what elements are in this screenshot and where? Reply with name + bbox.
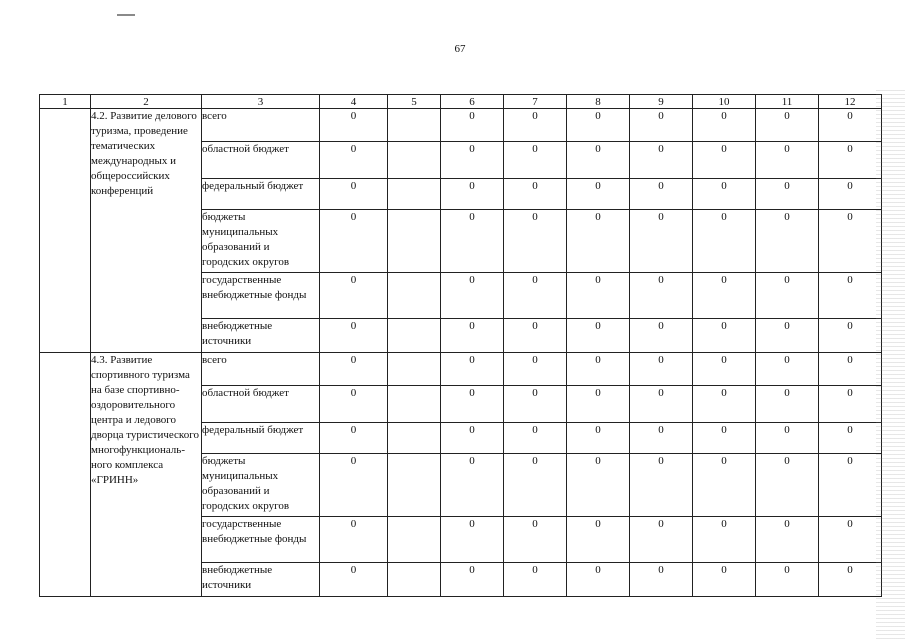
value-cell: 0 bbox=[441, 386, 504, 423]
value-cell: 0 bbox=[504, 423, 567, 454]
funding-source: федеральный бюджет bbox=[202, 179, 320, 210]
value-cell: 0 bbox=[567, 179, 630, 210]
value-cell: 0 bbox=[819, 142, 882, 179]
value-cell: 0 bbox=[567, 423, 630, 454]
value-cell: 0 bbox=[567, 563, 630, 597]
funding-source: бюджеты муниципальных образований и городских округов bbox=[202, 454, 320, 517]
value-cell: 0 bbox=[630, 386, 693, 423]
row-number-cell bbox=[40, 353, 91, 597]
column-header: 12 bbox=[819, 95, 882, 109]
value-cell: 0 bbox=[504, 517, 567, 563]
value-cell: 0 bbox=[567, 353, 630, 386]
value-cell: 0 bbox=[756, 454, 819, 517]
value-cell: 0 bbox=[693, 273, 756, 319]
funding-source: внебюджетные источники bbox=[202, 563, 320, 597]
value-cell: 0 bbox=[441, 142, 504, 179]
value-cell bbox=[388, 353, 441, 386]
value-cell: 0 bbox=[441, 179, 504, 210]
value-cell: 0 bbox=[567, 386, 630, 423]
value-cell: 0 bbox=[441, 423, 504, 454]
value-cell: 0 bbox=[819, 454, 882, 517]
value-cell bbox=[388, 454, 441, 517]
value-cell: 0 bbox=[819, 517, 882, 563]
funding-source: областной бюджет bbox=[202, 386, 320, 423]
value-cell: 0 bbox=[504, 109, 567, 142]
value-cell: 0 bbox=[320, 210, 388, 273]
value-cell: 0 bbox=[320, 353, 388, 386]
value-cell: 0 bbox=[630, 273, 693, 319]
value-cell: 0 bbox=[693, 454, 756, 517]
funding-source: всего bbox=[202, 109, 320, 142]
funding-source: внебюджетные источники bbox=[202, 319, 320, 353]
column-header: 6 bbox=[441, 95, 504, 109]
value-cell: 0 bbox=[504, 454, 567, 517]
value-cell: 0 bbox=[693, 563, 756, 597]
value-cell: 0 bbox=[504, 179, 567, 210]
value-cell: 0 bbox=[693, 423, 756, 454]
funding-source: бюджеты муниципальных образований и городских округов bbox=[202, 210, 320, 273]
value-cell: 0 bbox=[756, 319, 819, 353]
column-header: 10 bbox=[693, 95, 756, 109]
value-cell: 0 bbox=[441, 517, 504, 563]
value-cell: 0 bbox=[567, 517, 630, 563]
value-cell: 0 bbox=[819, 179, 882, 210]
scan-speck bbox=[117, 14, 135, 16]
budget-table bbox=[39, 94, 882, 597]
value-cell: 0 bbox=[756, 517, 819, 563]
value-cell: 0 bbox=[630, 109, 693, 142]
value-cell: 0 bbox=[320, 386, 388, 423]
funding-source: всего bbox=[202, 353, 320, 386]
value-cell: 0 bbox=[504, 353, 567, 386]
value-cell bbox=[388, 179, 441, 210]
value-cell: 0 bbox=[320, 109, 388, 142]
value-cell: 0 bbox=[441, 454, 504, 517]
value-cell: 0 bbox=[693, 353, 756, 386]
value-cell: 0 bbox=[504, 210, 567, 273]
column-header: 9 bbox=[630, 95, 693, 109]
value-cell bbox=[388, 109, 441, 142]
value-cell: 0 bbox=[441, 563, 504, 597]
value-cell: 0 bbox=[756, 179, 819, 210]
measure-name: 4.2. Развитие делового туризма, проведение тематических международных и общероссийских конференций bbox=[91, 109, 202, 353]
value-cell: 0 bbox=[441, 273, 504, 319]
header-row bbox=[40, 95, 882, 109]
value-cell bbox=[388, 563, 441, 597]
value-cell: 0 bbox=[819, 423, 882, 454]
table-row bbox=[40, 109, 882, 142]
value-cell bbox=[388, 423, 441, 454]
page-number: 67 bbox=[454, 43, 466, 55]
funding-source: государственные внебюджетные фонды bbox=[202, 517, 320, 563]
value-cell: 0 bbox=[819, 210, 882, 273]
value-cell: 0 bbox=[630, 179, 693, 210]
value-cell: 0 bbox=[756, 423, 819, 454]
value-cell: 0 bbox=[630, 142, 693, 179]
value-cell: 0 bbox=[504, 142, 567, 179]
value-cell bbox=[388, 142, 441, 179]
value-cell: 0 bbox=[819, 319, 882, 353]
column-header: 3 bbox=[202, 95, 320, 109]
column-header: 1 bbox=[40, 95, 91, 109]
value-cell bbox=[388, 517, 441, 563]
value-cell bbox=[388, 386, 441, 423]
column-header: 8 bbox=[567, 95, 630, 109]
value-cell: 0 bbox=[320, 142, 388, 179]
column-header: 4 bbox=[320, 95, 388, 109]
column-header: 11 bbox=[756, 95, 819, 109]
column-header: 5 bbox=[388, 95, 441, 109]
value-cell: 0 bbox=[320, 179, 388, 210]
value-cell: 0 bbox=[756, 386, 819, 423]
column-header: 2 bbox=[91, 95, 202, 109]
value-cell: 0 bbox=[504, 319, 567, 353]
value-cell: 0 bbox=[441, 353, 504, 386]
value-cell: 0 bbox=[567, 210, 630, 273]
value-cell: 0 bbox=[819, 273, 882, 319]
value-cell: 0 bbox=[630, 454, 693, 517]
value-cell: 0 bbox=[320, 423, 388, 454]
value-cell: 0 bbox=[567, 142, 630, 179]
value-cell: 0 bbox=[693, 142, 756, 179]
table-row bbox=[40, 353, 882, 386]
value-cell: 0 bbox=[441, 210, 504, 273]
column-header: 7 bbox=[504, 95, 567, 109]
funding-source: государственные внебюджетные фонды bbox=[202, 273, 320, 319]
value-cell: 0 bbox=[819, 353, 882, 386]
value-cell: 0 bbox=[567, 454, 630, 517]
value-cell: 0 bbox=[320, 454, 388, 517]
value-cell: 0 bbox=[567, 273, 630, 319]
value-cell: 0 bbox=[441, 109, 504, 142]
value-cell: 0 bbox=[756, 142, 819, 179]
value-cell: 0 bbox=[630, 563, 693, 597]
value-cell: 0 bbox=[756, 273, 819, 319]
value-cell: 0 bbox=[693, 210, 756, 273]
value-cell: 0 bbox=[630, 319, 693, 353]
value-cell: 0 bbox=[630, 210, 693, 273]
value-cell bbox=[388, 273, 441, 319]
value-cell: 0 bbox=[567, 109, 630, 142]
value-cell: 0 bbox=[567, 319, 630, 353]
scan-edge-noise bbox=[876, 90, 905, 640]
value-cell: 0 bbox=[756, 353, 819, 386]
value-cell: 0 bbox=[504, 563, 567, 597]
value-cell: 0 bbox=[693, 319, 756, 353]
value-cell: 0 bbox=[320, 319, 388, 353]
value-cell: 0 bbox=[504, 273, 567, 319]
value-cell: 0 bbox=[630, 423, 693, 454]
value-cell: 0 bbox=[819, 386, 882, 423]
value-cell bbox=[388, 319, 441, 353]
value-cell: 0 bbox=[320, 517, 388, 563]
value-cell: 0 bbox=[756, 563, 819, 597]
value-cell: 0 bbox=[819, 109, 882, 142]
row-number-cell bbox=[40, 109, 91, 353]
table-body bbox=[40, 109, 882, 597]
funding-source: федеральный бюджет bbox=[202, 423, 320, 454]
value-cell: 0 bbox=[819, 563, 882, 597]
value-cell: 0 bbox=[504, 386, 567, 423]
value-cell bbox=[388, 210, 441, 273]
value-cell: 0 bbox=[693, 386, 756, 423]
value-cell: 0 bbox=[693, 517, 756, 563]
value-cell: 0 bbox=[756, 210, 819, 273]
value-cell: 0 bbox=[756, 109, 819, 142]
value-cell: 0 bbox=[693, 179, 756, 210]
funding-source: областной бюджет bbox=[202, 142, 320, 179]
value-cell: 0 bbox=[630, 517, 693, 563]
value-cell: 0 bbox=[693, 109, 756, 142]
value-cell: 0 bbox=[320, 273, 388, 319]
measure-name: 4.3. Развитие спортивного туризма на базе спортивно-оздоровительного центра и ледового дворца туристического многофункциональ-ного комплекса «ГРИНН» bbox=[91, 353, 202, 597]
value-cell: 0 bbox=[441, 319, 504, 353]
value-cell: 0 bbox=[630, 353, 693, 386]
value-cell: 0 bbox=[320, 563, 388, 597]
